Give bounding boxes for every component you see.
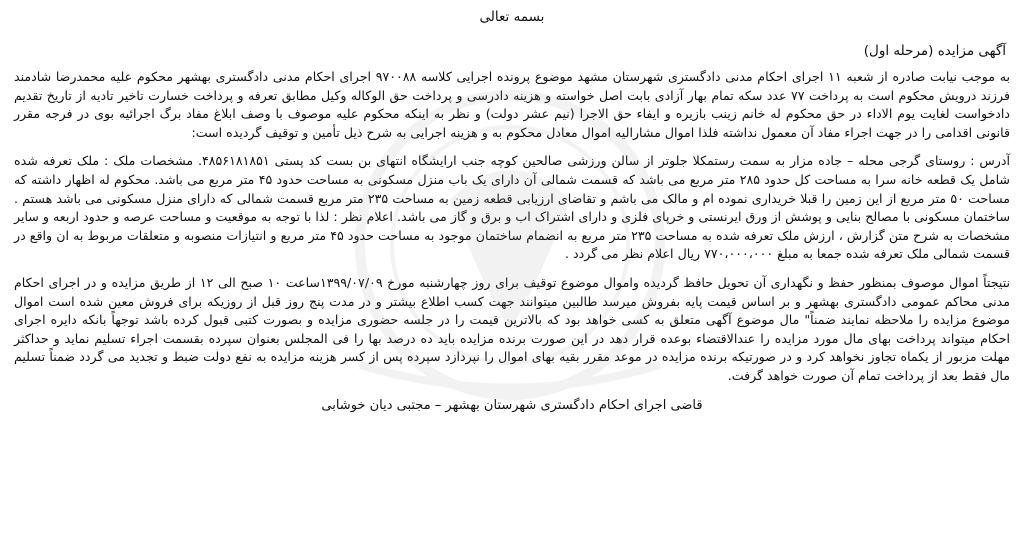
paragraph-auction-terms: نتیجتاً اموال موصوف بمنظور حفظ و نگهداری آن تحویل حافظ گردیده واموال موضوع توقیف برای روز چهارشنبه مورخ ۱۳۹۹/۰۷/۰۹ساعت ۱۰ صبح الی ۱۲ از طریق مزایده و در اجرای احکام مدنی محاکم عمومی دادگستری بهشهر و بر اساس قیمت پایه بفروش میرسد طالبین میتوانند جهت کسب اطلاع بیشتر و در مدت پنج روز قبل از روزیکه برای فروش معین شده است اموال موضوع مزایده را ملاحظه نمایند ضمناً" مال موضوع آگهی متعلق به کسی خواهد بود که بالاترین قیمت را در جلسه حضوری مزایده و بصورت کتبی قبول کرده باشد توجهاً بانکه دایره اجرای احکام میتواند پرداخت بهای مال مورد مزایده را عندالاقتضاء بوعده قرار دهد در این صورت برنده مزایده باید ده درصد بها را فی المجلس بعنوان سپرده بقسمت اجراء تسلیم نماید و حداکثر مهلت مزبور از یکماه تجاوز نخواهد کرد و در صورتیکه برنده مزایده در موعد مقرر بقیه بهای اموال را نپردازد سپرده پس از کسر هزینه مزایده به نفع دولت ضبط و تجدید می گردد ضمناً تسلیم مال فقط بعد از پرداخت تمام آن صورت خواهد گرفت. bbox=[14, 274, 1011, 383]
judge-signature: قاضی اجرای احکام دادگستری شهرستان بهشهر – مجتبی دیان خوشابی bbox=[321, 397, 703, 413]
document-heading: بسمه تعالی bbox=[479, 9, 545, 25]
paragraph-judgment: به موجب نیابت صادره از شعبه ۱۱ اجرای احکام مدنی دادگستری شهرستان مشهد موضوع پرونده اجرایی کلاسه ۹۷۰۰۸۸ اجرای احکام مدنی دادگستری بهشهر محکوم علیه محمدرضا شادمند فرزند درویش محکوم است به پرداخت ۷۷ عدد سکه تمام بهار آزادی بابت اصل خواسته و هزینه دادرسی و پرداخت حق الوکاله وکیل مطابق تعرفه و پرداخت خسارت تاخیر تادیه از تاریخ تقدیم دادخواست لغایت یوم الاداء در حق محکوم له خانم زینب بازیره و ایفاء حق الاجرا (نیم عشر دولت) و نظر به اینکه محکوم علیه موصوف با وصف ابلاغ مفاد برگ اجرائیه بوی در فرجه مقرر قانونی اقدامی را در جهت اجراء مفاد آن معمول نداشته فلذا اموال مشارالیه اموال معادل محکوم به و هزینه اجرایی به شرح ذیل تأمین و توقیف گردیده است: bbox=[14, 69, 1010, 140]
paragraph-property-details: آدرس : روستای گرجی محله – جاده مزار به سمت رستمکلا جلوتر از سالن ورزشی صالحین کوچه جنب ارایشگاه انتهای بن بست کد پستی ۴۸۵۶۱۸۱۸۵۱. مشخصات ملک : ملک تعرفه شده شامل یک قطعه خانه سرا به مساحت کل حدود ۲۸۵ متر مربع می باشد که قسمت شمالی آن دارای یک باب منزل مسکونی به مساحت حدود ۴۵ متر مربع می باشد. محکوم له اظهار داشته که مساحت ۵۰ متر مربع از این زمین را قبلا خریداری نموده ام و مالک می باشم و تقاضای ارزیابی قطعه زمین به مساحت ۲۳۵ متر مربع قسمت شمالی که دارای منزل مسکونی می باشد هستم . ساختمان مسکونی با مصالح بنایی و پوشش از ورق ایرنستی و خرپای فلزی و دارای اشتراک اب و برق و گاز می باشد. اعلام نظر : لذا با توجه به موقعیت و مساحت عرصه و حدود اربعه و سایر مشخصات به شرح متن گزارش ، ارزش ملک تعرفه شده به مساحت ۲۳۵ متر مربع به انضمام ساختمان موجود به مساحت حدود ۴۵ متر مربع و انتیازات منصوبه و متعلقات مربوط به ان واقع در قسمت شمالی ملک تعرفه شده جمعا به مبلغ ۷۷۰،۰۰۰،۰۰۰ ریال اعلام نظر می گردد . bbox=[14, 153, 1011, 262]
notice-title: آگهی مزایده (مرحله اول) bbox=[863, 43, 1006, 59]
